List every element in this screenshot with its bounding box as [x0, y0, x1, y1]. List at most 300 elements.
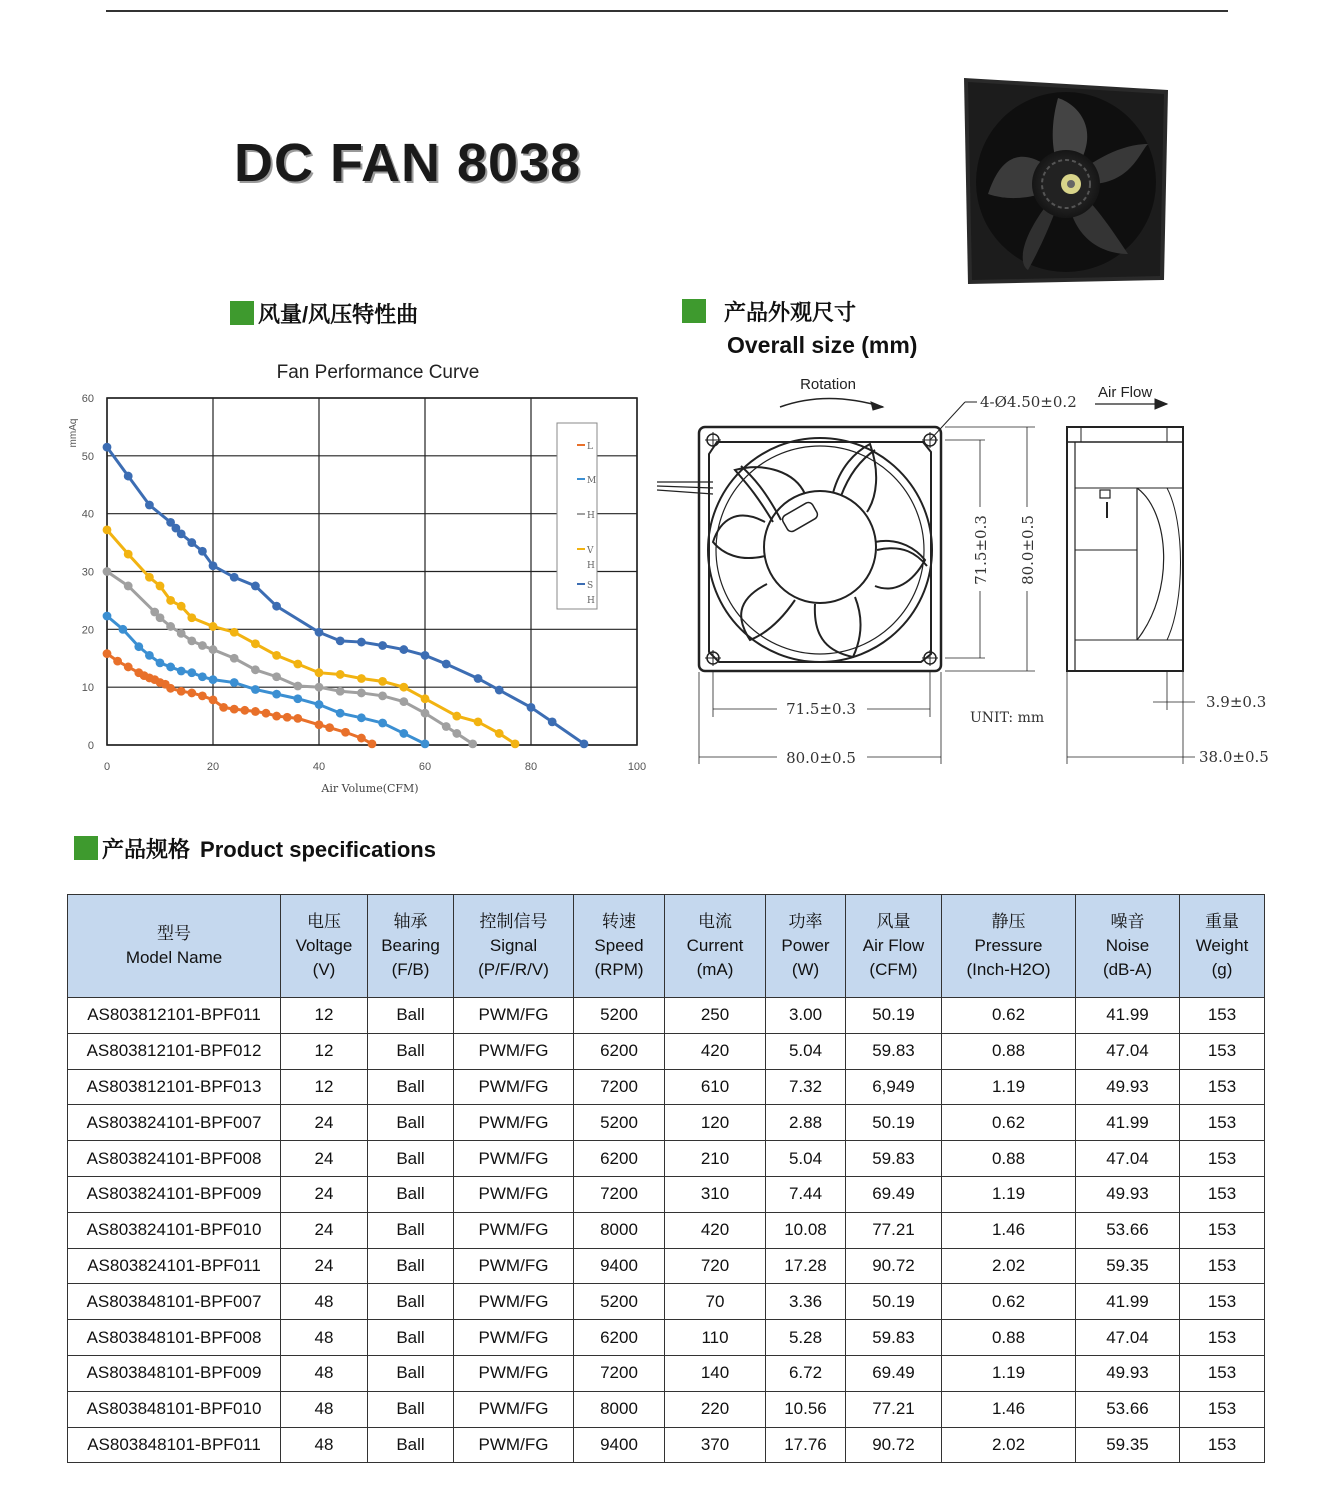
data-point [187, 668, 196, 677]
data-point [452, 712, 461, 721]
data-point [336, 637, 345, 646]
table-cell: 0.88 [942, 1141, 1076, 1177]
data-point [124, 472, 133, 481]
fan-inner-frame [709, 442, 931, 662]
header-cn: 轴承 [393, 912, 428, 931]
x-tick-label: 0 [103, 761, 111, 773]
table-cell: 24 [281, 1176, 368, 1212]
table-cell: 59.35 [1076, 1248, 1180, 1284]
table-cell: 41.99 [1076, 998, 1180, 1034]
header-unit: (CFM) [869, 960, 918, 979]
table-cell: 77.21 [846, 1212, 942, 1248]
table-cell: Ball [368, 1033, 454, 1069]
table-cell: 5200 [574, 1284, 665, 1320]
data-point [399, 729, 408, 738]
table-cell: 153 [1180, 1320, 1265, 1356]
data-point [272, 651, 281, 660]
table-row [68, 1355, 1265, 1391]
header-unit: (F/B) [391, 960, 430, 979]
table-cell: 610 [665, 1069, 766, 1105]
table-cell: 8000 [574, 1391, 665, 1427]
data-point [315, 720, 324, 729]
data-point [124, 582, 133, 591]
spec-table [67, 894, 1265, 1463]
vertical-inner-dimension: 71.5±0.3 [972, 515, 990, 585]
header-en: Noise [1105, 936, 1150, 955]
model-name-cell: AS803824101-BPF009 [68, 1176, 281, 1212]
data-point [166, 596, 175, 605]
holes-dimension: 4-Ø4.50±0.2 [980, 393, 1077, 411]
data-point [421, 739, 430, 748]
data-point [156, 613, 165, 622]
data-point [378, 677, 387, 686]
model-name-cell: AS803848101-BPF008 [68, 1320, 281, 1356]
y-tick-label: 40 [81, 508, 94, 521]
table-cell: 47.04 [1076, 1141, 1180, 1177]
table-row [68, 1427, 1265, 1463]
table-cell: 41.99 [1076, 1284, 1180, 1320]
table-cell: 10.08 [766, 1212, 846, 1248]
table-cell: PWM/FG [454, 1069, 574, 1105]
table-cell: 50.19 [846, 998, 942, 1034]
table-cell: 53.66 [1076, 1212, 1180, 1248]
table-cell: 5200 [574, 1105, 665, 1141]
model-name-cell: AS803848101-BPF007 [68, 1284, 281, 1320]
data-point [240, 706, 249, 715]
data-point [293, 694, 302, 703]
rotation-label: Rotation [800, 376, 856, 393]
table-row [68, 1248, 1265, 1284]
table-cell: 310 [665, 1176, 766, 1212]
table-cell: 370 [665, 1427, 766, 1463]
table-cell: 210 [665, 1141, 766, 1177]
data-point [187, 613, 196, 622]
header-cn: 重量 [1205, 912, 1239, 931]
depth-small-dimension: 3.9±0.3 [1206, 693, 1267, 711]
table-cell: 7200 [574, 1176, 665, 1212]
table-cell: PWM/FG [454, 1212, 574, 1248]
table-cell: 2.88 [766, 1105, 846, 1141]
table-cell: Ball [368, 1069, 454, 1105]
data-point [336, 709, 345, 718]
data-point [341, 728, 350, 737]
header-unit: (mA) [696, 960, 734, 979]
table-header-cell [1180, 895, 1265, 998]
table-cell: 24 [281, 1248, 368, 1284]
table-cell: 6,949 [846, 1069, 942, 1105]
header-unit: (W) [791, 960, 820, 979]
table-header-cell [942, 895, 1076, 998]
section-spec-heading [74, 833, 436, 864]
table-cell: 48 [281, 1284, 368, 1320]
table-cell: PWM/FG [454, 1248, 574, 1284]
table-row [68, 1391, 1265, 1427]
table-cell: 7200 [574, 1069, 665, 1105]
horizontal-outer-dimension: 80.0±0.5 [786, 749, 856, 767]
data-point [177, 602, 186, 611]
fan-hub [764, 491, 876, 603]
table-cell: Ball [368, 1284, 454, 1320]
y-tick-label: 50 [81, 450, 94, 463]
header-cn: 电流 [698, 912, 732, 931]
header-cn: 转速 [602, 912, 636, 931]
header-en: Signal [489, 936, 538, 955]
table-cell: 153 [1180, 1212, 1265, 1248]
data-point [378, 691, 387, 700]
data-point [580, 739, 589, 748]
header-en: Power [781, 936, 830, 955]
table-cell: 59.83 [846, 1320, 942, 1356]
table-cell: 5.28 [766, 1320, 846, 1356]
header-cn: 电压 [307, 912, 341, 931]
table-cell: 90.72 [846, 1427, 942, 1463]
header-en: Speed [594, 936, 644, 955]
table-cell: 153 [1180, 998, 1265, 1034]
data-point [378, 719, 387, 728]
x-tick-label: 20 [206, 761, 220, 773]
vertical-outer-dimension: 80.0±0.5 [1019, 515, 1037, 585]
table-row [68, 998, 1265, 1034]
header-unit: (V) [312, 960, 336, 979]
table-cell: Ball [368, 1320, 454, 1356]
data-point [251, 685, 260, 694]
table-cell: PWM/FG [454, 1141, 574, 1177]
table-cell: 1.46 [942, 1391, 1076, 1427]
data-point [336, 670, 345, 679]
table-cell: 3.00 [766, 998, 846, 1034]
data-point [421, 709, 430, 718]
table-cell: 2.02 [942, 1248, 1076, 1284]
table-cell: 6200 [574, 1033, 665, 1069]
table-cell: 24 [281, 1212, 368, 1248]
model-name-cell: AS803848101-BPF011 [68, 1427, 281, 1463]
data-point [421, 694, 430, 703]
data-point [230, 705, 239, 714]
data-point [145, 573, 154, 582]
data-point [474, 674, 483, 683]
green-square-icon [74, 836, 98, 860]
header-en: Bearing [381, 936, 440, 955]
table-cell: 49.93 [1076, 1176, 1180, 1212]
depth-dimension: 38.0±0.5 [1199, 748, 1269, 766]
data-point [452, 729, 461, 738]
table-header-cell [68, 895, 281, 998]
table-cell: PWM/FG [454, 1391, 574, 1427]
section-size-heading [682, 296, 856, 327]
data-point [177, 687, 186, 696]
horizontal-inner-dimension: 71.5±0.3 [786, 700, 856, 718]
table-cell: 7.44 [766, 1176, 846, 1212]
model-name-cell: AS803824101-BPF011 [68, 1248, 281, 1284]
table-header-cell [454, 895, 574, 998]
data-point [357, 674, 366, 683]
table-cell: 153 [1180, 1176, 1265, 1212]
table-cell: 50.19 [846, 1105, 942, 1141]
table-cell: 0.62 [942, 1105, 1076, 1141]
data-point [198, 672, 207, 681]
table-cell: 220 [665, 1391, 766, 1427]
data-point [399, 683, 408, 692]
legend-label: V H [587, 546, 595, 571]
table-cell: 0.62 [942, 1284, 1076, 1320]
table-cell: 153 [1180, 1355, 1265, 1391]
header-cn: 噪音 [1110, 912, 1145, 931]
data-point [166, 663, 175, 672]
data-point [495, 729, 504, 738]
data-point [251, 582, 260, 591]
data-point [166, 622, 175, 631]
data-point [262, 709, 271, 718]
table-row [68, 1069, 1265, 1105]
section-size-label: 产品外观尺寸 [724, 300, 857, 325]
data-point [230, 654, 239, 663]
page-title: DC FAN 8038 [234, 133, 582, 193]
header-unit: (P/F/R/V) [478, 960, 549, 979]
table-cell: 1.19 [942, 1355, 1076, 1391]
table-cell: 2.02 [942, 1427, 1076, 1463]
legend-label: L [587, 442, 593, 452]
data-point [209, 561, 218, 570]
table-cell: 3.36 [766, 1284, 846, 1320]
header-en: Voltage [295, 936, 353, 955]
data-point [134, 642, 143, 651]
data-point [198, 641, 207, 650]
header-cn: 功率 [788, 912, 823, 931]
table-cell: 5.04 [766, 1033, 846, 1069]
header-en: Weight [1195, 936, 1249, 955]
green-square-icon [230, 301, 254, 325]
table-cell: 59.35 [1076, 1427, 1180, 1463]
table-row [68, 1033, 1265, 1069]
table-header-cell [766, 895, 846, 998]
unit-label: UNIT: mm [970, 710, 1045, 726]
table-cell: 120 [665, 1105, 766, 1141]
table-cell: 24 [281, 1141, 368, 1177]
table-row [68, 1105, 1265, 1141]
table-cell: 59.83 [846, 1033, 942, 1069]
fan-side-view [1067, 427, 1183, 671]
table-cell: 48 [281, 1320, 368, 1356]
chart-title: Fan Performance Curve [276, 362, 480, 383]
rotation-arrow [780, 399, 883, 408]
section-curve-label: 风量/风压特性曲 [258, 302, 419, 327]
table-cell: 140 [665, 1355, 766, 1391]
dimension-drawing [655, 372, 1315, 782]
table-cell: 153 [1180, 1141, 1265, 1177]
data-point [283, 713, 292, 722]
data-point [177, 629, 186, 638]
data-point [357, 689, 366, 698]
table-header-cell [846, 895, 942, 998]
table-cell: 110 [665, 1320, 766, 1356]
data-point [103, 567, 112, 576]
data-point [368, 739, 377, 748]
table-cell: 153 [1180, 1033, 1265, 1069]
table-cell: 69.49 [846, 1176, 942, 1212]
table-body [68, 998, 1265, 1463]
table-header-cell [574, 895, 665, 998]
table-cell: 153 [1180, 1248, 1265, 1284]
legend-label: S H [587, 581, 595, 606]
legend-label: M [587, 476, 597, 486]
table-cell: Ball [368, 1105, 454, 1141]
model-name-cell: AS803848101-BPF010 [68, 1391, 281, 1427]
header-cn: 风量 [876, 912, 911, 931]
green-square-icon [682, 299, 706, 323]
data-point [251, 707, 260, 716]
table-cell: 77.21 [846, 1391, 942, 1427]
data-point [209, 645, 218, 654]
data-point [527, 703, 536, 712]
data-point [103, 649, 112, 658]
table-cell: PWM/FG [454, 1355, 574, 1391]
table-cell: 6.72 [766, 1355, 846, 1391]
header-cn: 静压 [991, 912, 1026, 931]
table-cell: 6200 [574, 1320, 665, 1356]
table-cell: 153 [1180, 1284, 1265, 1320]
data-point [272, 672, 281, 681]
data-point [124, 663, 133, 672]
y-tick-label: 0 [87, 740, 94, 752]
table-cell: 7.32 [766, 1069, 846, 1105]
data-point [495, 686, 504, 695]
header-unit: (RPM) [594, 960, 644, 979]
table-cell: 48 [281, 1427, 368, 1463]
x-tick-label: 40 [312, 761, 326, 773]
table-cell: Ball [368, 1212, 454, 1248]
data-point [315, 700, 324, 709]
data-point [399, 645, 408, 654]
data-point [251, 639, 260, 648]
table-header-cell [1076, 895, 1180, 998]
table-row [68, 1284, 1265, 1320]
table-cell: 70 [665, 1284, 766, 1320]
table-cell: 12 [281, 1033, 368, 1069]
data-point [209, 675, 218, 684]
data-point [177, 667, 186, 676]
data-point [293, 714, 302, 723]
y-tick-label: 20 [81, 624, 94, 637]
table-cell: 10.56 [766, 1391, 846, 1427]
model-name-cell: AS803812101-BPF013 [68, 1069, 281, 1105]
table-cell: 69.49 [846, 1355, 942, 1391]
section-spec-cn: 产品规格 [102, 837, 191, 862]
table-cell: Ball [368, 1248, 454, 1284]
data-point [357, 734, 366, 743]
table-header-cell [368, 895, 454, 998]
data-point [325, 723, 334, 732]
table-cell: 0.62 [942, 998, 1076, 1034]
data-point [315, 683, 324, 692]
data-point [209, 695, 218, 704]
table-cell: PWM/FG [454, 998, 574, 1034]
data-point [315, 668, 324, 677]
table-cell: 720 [665, 1248, 766, 1284]
data-point [187, 689, 196, 698]
table-cell: 47.04 [1076, 1033, 1180, 1069]
header-en: Model Name [125, 948, 223, 967]
data-point [421, 651, 430, 660]
header-en: Air Flow [862, 936, 925, 955]
table-cell: 0.88 [942, 1033, 1076, 1069]
table-cell: 59.83 [846, 1141, 942, 1177]
data-point [230, 678, 239, 687]
table-cell: 12 [281, 1069, 368, 1105]
fan-photo [958, 74, 1174, 288]
table-cell: 153 [1180, 1069, 1265, 1105]
data-point [230, 573, 239, 582]
model-name-cell: AS803848101-BPF009 [68, 1355, 281, 1391]
table-cell: PWM/FG [454, 1320, 574, 1356]
table-cell: 47.04 [1076, 1320, 1180, 1356]
data-point [145, 651, 154, 660]
table-cell: 153 [1180, 1391, 1265, 1427]
data-point [103, 443, 112, 452]
y-tick-label: 30 [81, 566, 94, 579]
section-size-subtitle: Overall size (mm) [727, 332, 918, 358]
data-point [103, 612, 112, 621]
fan-shroud [708, 438, 932, 662]
table-cell: 50.19 [846, 1284, 942, 1320]
table-cell: 41.99 [1076, 1105, 1180, 1141]
table-cell: 1.19 [942, 1176, 1076, 1212]
table-header-cell [665, 895, 766, 998]
header-unit: (dB-A) [1102, 960, 1153, 979]
table-cell: PWM/FG [454, 1105, 574, 1141]
table-row [68, 1320, 1265, 1356]
table-cell: 48 [281, 1391, 368, 1427]
table-cell: 1.46 [942, 1212, 1076, 1248]
table-cell: 6200 [574, 1141, 665, 1177]
table-cell: Ball [368, 1176, 454, 1212]
x-tick-label: 80 [524, 761, 538, 773]
table-cell: Ball [368, 1427, 454, 1463]
top-rule [106, 10, 1228, 12]
data-point [272, 602, 281, 611]
data-point [399, 697, 408, 706]
table-cell: 17.28 [766, 1248, 846, 1284]
table-cell: PWM/FG [454, 1427, 574, 1463]
data-point [156, 582, 165, 591]
table-cell: PWM/FG [454, 1284, 574, 1320]
data-point [187, 637, 196, 646]
table-cell: 49.93 [1076, 1069, 1180, 1105]
data-point [357, 638, 366, 647]
data-point [293, 660, 302, 669]
data-point [103, 525, 112, 534]
table-cell: 12 [281, 998, 368, 1034]
data-point [336, 687, 345, 696]
data-point [251, 665, 260, 674]
data-point [166, 684, 175, 693]
table-cell: PWM/FG [454, 1033, 574, 1069]
header-unit: (Inch-H2O) [966, 960, 1051, 979]
data-point [548, 717, 557, 726]
data-point [357, 713, 366, 722]
data-point [511, 739, 520, 748]
section-spec-en: Product specifications [200, 837, 436, 862]
table-header-row [68, 895, 1265, 998]
performance-chart [60, 355, 660, 800]
model-name-cell: AS803812101-BPF011 [68, 998, 281, 1034]
x-axis-label: Air Volume(CFM) [321, 782, 419, 795]
table-cell: 90.72 [846, 1248, 942, 1284]
table-cell: 9400 [574, 1427, 665, 1463]
table-cell: 49.93 [1076, 1355, 1180, 1391]
model-name-cell: AS803812101-BPF012 [68, 1033, 281, 1069]
data-point [378, 641, 387, 650]
table-row [68, 1176, 1265, 1212]
